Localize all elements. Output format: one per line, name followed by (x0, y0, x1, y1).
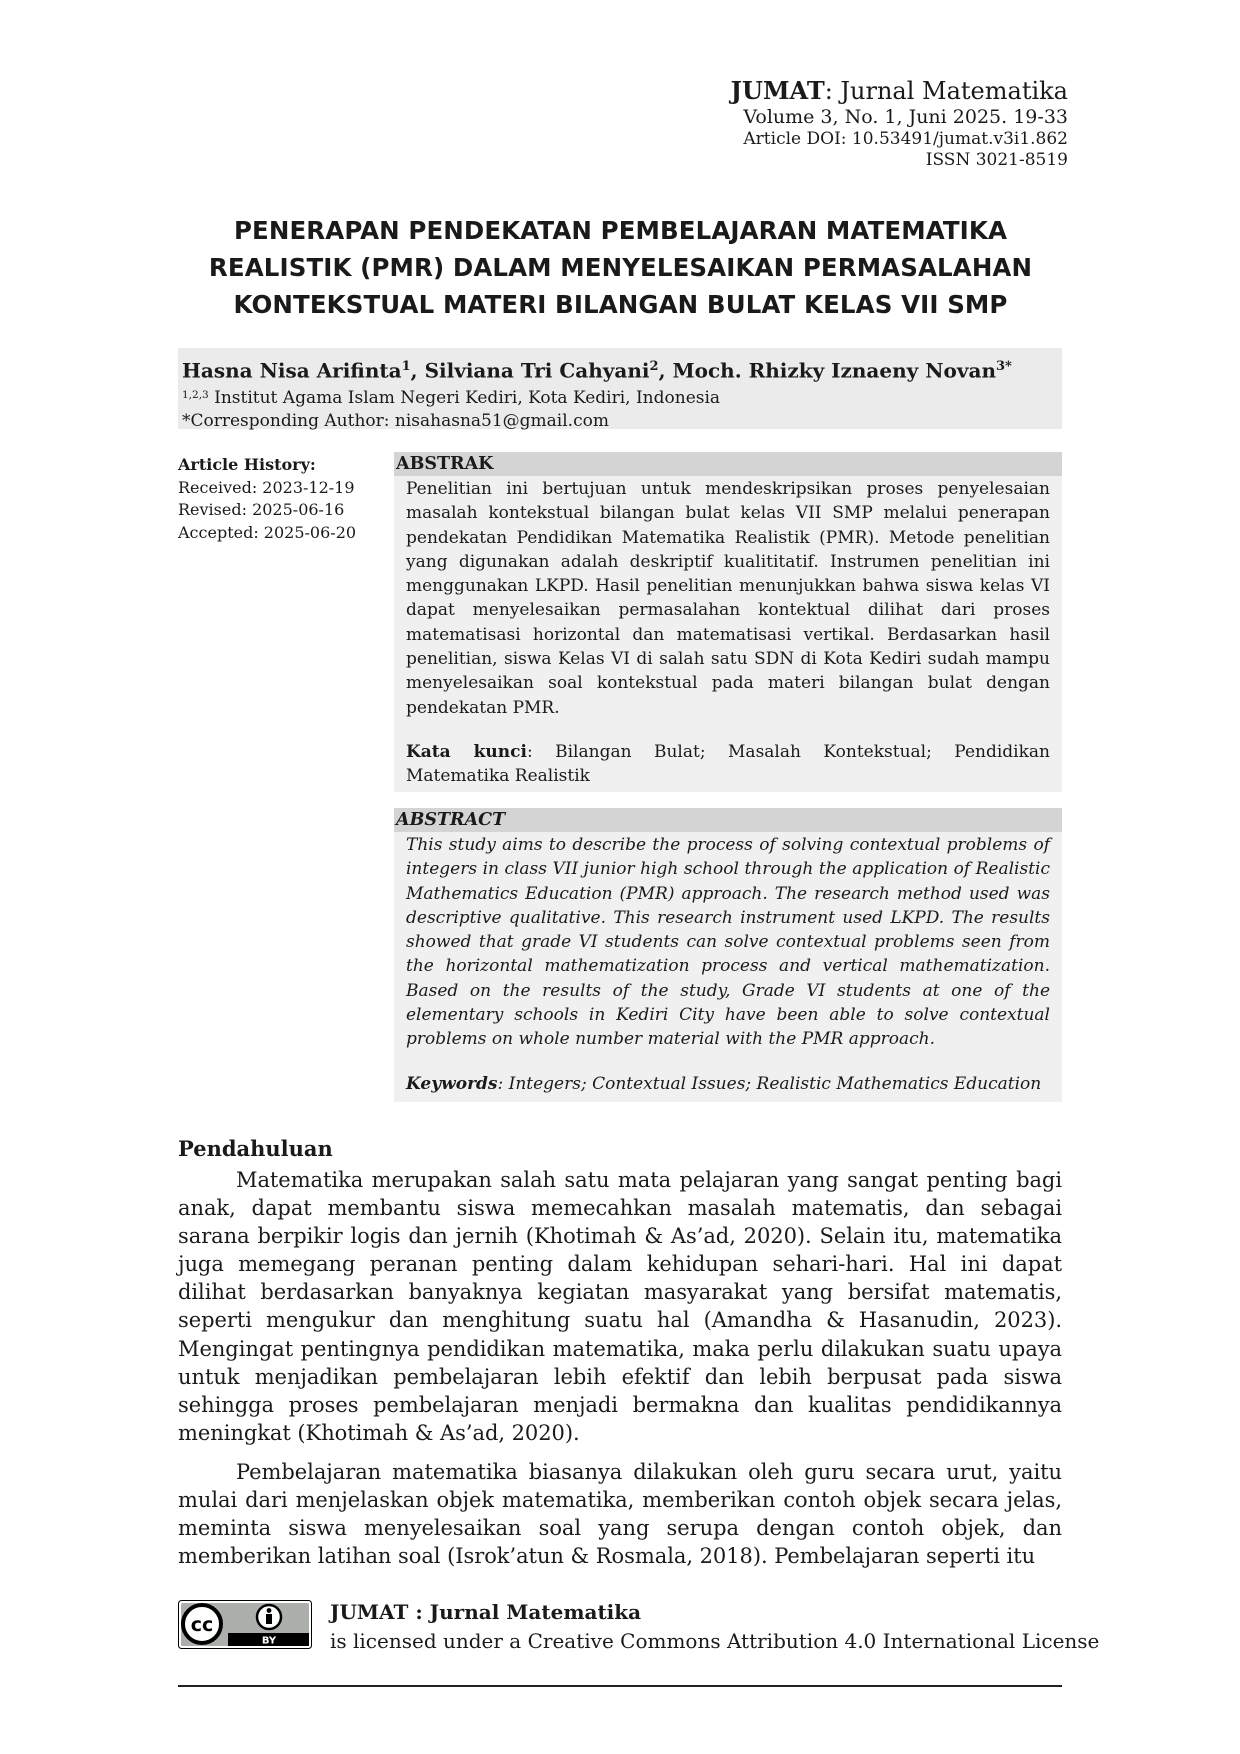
authors-line (182, 354, 1062, 384)
cc-badge-label: cc (190, 1614, 214, 1636)
footer-journal: JUMAT : Jurnal Matematika (330, 1600, 642, 1624)
revised-date: Revised: 2025-06-16 (178, 500, 345, 519)
paper-title (178, 212, 1063, 323)
title-line-1: PENERAPAN PENDEKATAN PEMBELAJARAN MATEMATIKA (233, 216, 1008, 245)
affiliation (182, 384, 1062, 410)
body-paragraph: Matematika merupakan salah satu mata pelajaran yang sangat penting bagi anak, dapat membantu siswa memecahkan masalah matematis, dan sebagai sarana berpikir logis dan jernih (Khotimah & As’ad, 2020). Selain itu, matematika juga memegang peranan penting dalam kehidupan sehari-hari. Hal ini dapat dilihat berdasarkan banyaknya kegiatan masyarakat yang bersifat matematis, seperti mengukur dan menghitung suatu hal (Amandha & Hasanudin, 2023). Mengingat pentingnya pendidikan matematika, maka perlu dilakukan suatu upaya untuk menjadikan pembelajaran lebih efektif dan lebih berpusat pada siswa sehingga proses pembelajaran menjadi bermakna dan kualitas pendidikannya meningkat (Khotimah & As’ad, 2020). (178, 1168, 1062, 1445)
author-separator: , (410, 358, 425, 383)
author-3: Moch. Rhizky Iznaeny Novan (672, 358, 996, 383)
abstract-keywords-text: : Integers; Contextual Issues; Realistic Mathematics Education (497, 1074, 1042, 1094)
abstrak-keywords-text: : Bilangan Bulat; Masalah Kontekstual; Pendidikan Matematika Realistik (406, 742, 1050, 787)
article-history (178, 454, 356, 544)
abstract-panel (394, 808, 1062, 1102)
affiliation-sup: 1,2,3 (182, 388, 209, 401)
abstrak-keywords (394, 740, 1062, 789)
abstract-keywords-label: Keywords (406, 1074, 498, 1094)
title-line-2: REALISTIK (PMR) DALAM MENYELESAIKAN PERMASALAHAN (208, 253, 1033, 282)
author-1: Hasna Nisa Arifinta (182, 358, 402, 383)
section-heading: Pendahuluan (178, 1136, 333, 1161)
accepted-date: Accepted: 2025-06-20 (178, 522, 357, 542)
author-separator: , (658, 358, 673, 383)
title-line-3: KONTEKSTUAL MATERI BILANGAN BULAT KELAS VII SMP (233, 290, 1008, 319)
article-history-heading: Article History: (178, 455, 316, 474)
abstract-text: This study aims to describe the process of solving contextual problems of integers in class VII junior high school through the application of Realistic Mathematics Education (PMR) approach. The research method used was descriptive qualitative. This research instrument used LKPD. The results showed that grade VI students can solve contextual problems seen from the horizontal mathematization process and vertical mathematization. Based on the results of the study, Grade VI students at one of the elementary schools in Kediri City have been able to solve contextual problems on whole number material with the PMR approach. (406, 835, 1050, 1050)
authors-box (178, 348, 1062, 429)
journal-header (731, 76, 1068, 171)
footer-license-text (330, 1598, 1099, 1656)
author-2: Silviana Tri Cahyani (424, 358, 650, 383)
abstrak-panel (394, 452, 1062, 792)
journal-name-rest: : Jurnal Matematika (824, 77, 1068, 105)
article-doi: Article DOI: 10.53491/jumat.v3i1.862 (743, 129, 1068, 150)
abstract-heading: ABSTRACT (394, 808, 1062, 832)
abstract-keywords (394, 1072, 1062, 1096)
journal-issn: ISSN 3021-8519 (925, 150, 1068, 171)
journal-name (731, 76, 1068, 106)
author-1-sup: 1 (401, 359, 411, 374)
cc-by-license-badge[interactable] (178, 1600, 312, 1649)
journal-volume: Volume 3, No. 1, Juni 2025. 19-33 (743, 106, 1068, 129)
by-badge-label: BY (261, 1635, 277, 1647)
footer-license: is licensed under a Creative Commons Attribution 4.0 International License (330, 1629, 1100, 1653)
author-3-sup: 3* (996, 359, 1012, 374)
body-paragraph: Pembelajaran matematika biasanya dilakukan oleh guru secara urut, yaitu mulai dari menjelaskan objek matematika, memberikan contoh objek secara jelas, meminta siswa menyelesaikan soal yang serupa dengan contoh objek, dan memberikan latihan soal (Isrok’atun & Rosmala, 2018). Pembelajaran seperti itu (178, 1460, 1062, 1569)
affiliation-text: Institut Agama Islam Negeri Kediri, Kota Kediri, Indonesia (208, 387, 721, 408)
abstrak-heading: ABSTRAK (394, 452, 1062, 476)
author-2-sup: 2 (649, 359, 659, 374)
corresponding-author: *Corresponding Author: nisahasna51@gmail.com (182, 410, 609, 431)
abstrak-text: Penelitian ini bertujuan untuk mendeskripsikan proses penyelesaian masalah kontekstual bilangan bulat kelas VII SMP melalui penerapan pendekatan Pendidikan Matematika Realistik (PMR). Metode penelitian yang digunakan adalah deskriptif kualititatif. Instrumen penelitian ini menggunakan LKPD. Hasil penelitian menunjukkan bahwa siswa kelas VI dapat menyelesaikan permasalahan kontektual dilihat dari proses matematisasi horizontal dan matematisasi vertikal. Berdasarkan hasil penelitian, siswa Kelas VI di salah satu SDN di Kota Kediri sudah mampu menyelesaikan soal kontekstual pada materi bilangan bulat dengan pendekatan PMR. (406, 479, 1050, 718)
abstrak-keywords-label: Kata kunci (406, 742, 527, 762)
footer-divider (178, 1685, 1062, 1687)
received-date: Received: 2023-12-19 (178, 477, 355, 497)
cc-by-icon (178, 1600, 312, 1649)
journal-name-bold: JUMAT (730, 76, 825, 105)
